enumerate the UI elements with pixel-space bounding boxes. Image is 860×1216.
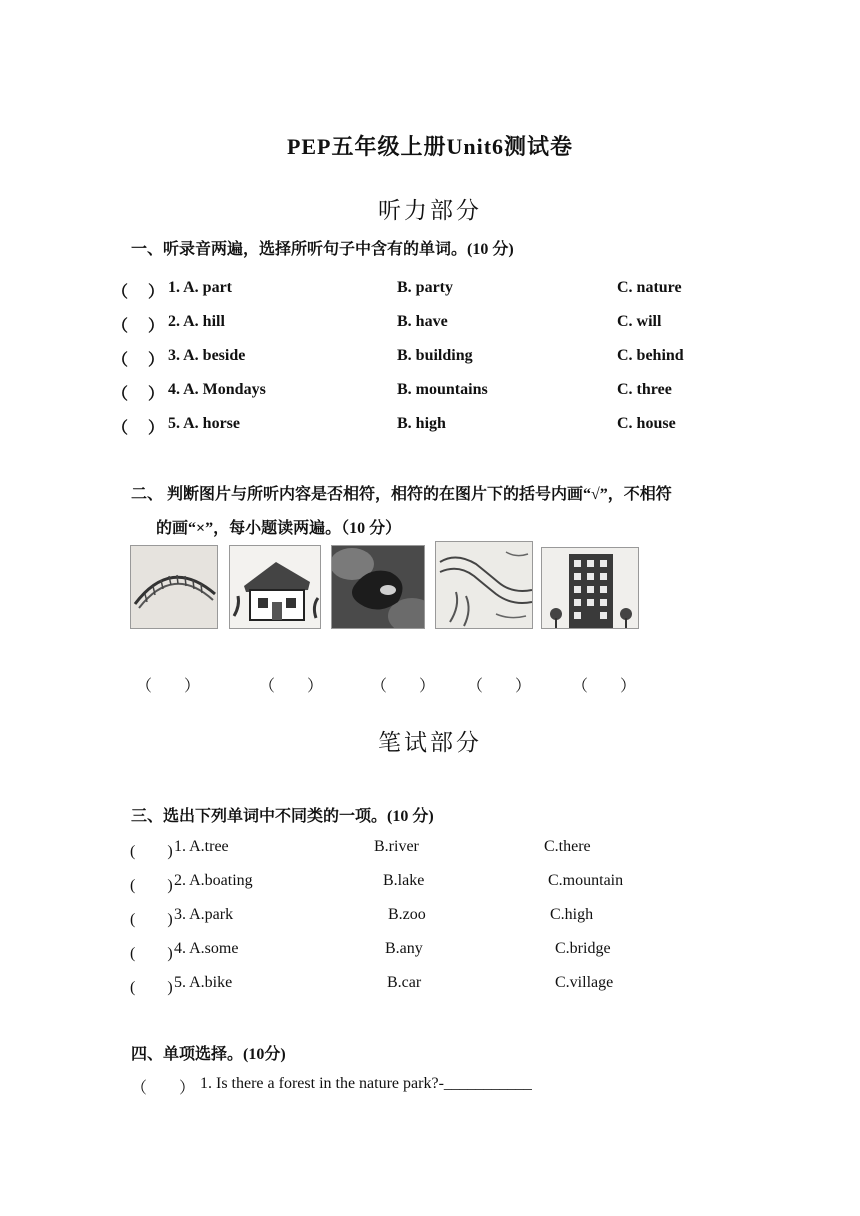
option-c: C.high: [550, 906, 594, 923]
bridge-sketch-image: [130, 545, 218, 629]
option-b: B.river: [374, 838, 419, 855]
option-c: C. behind: [617, 347, 684, 364]
picture-answer-paren[interactable]: （ ）: [259, 678, 324, 695]
picture-answer-paren[interactable]: （ ）: [371, 678, 436, 695]
option-a: 5. A. horse: [168, 415, 240, 432]
option-b: B. have: [397, 313, 448, 330]
answer-paren[interactable]: （ ）: [112, 318, 165, 335]
listening-section-header: 听力部分: [378, 198, 482, 223]
writing-section-header: 笔试部分: [378, 730, 482, 755]
answer-paren[interactable]: ( ): [130, 877, 173, 894]
option-c: C. nature: [617, 279, 682, 296]
option-c: C. three: [617, 381, 672, 398]
answer-paren[interactable]: ( ): [130, 945, 173, 962]
q3-heading: 三、选出下列单词中不同类的一项。(10 分): [131, 808, 434, 825]
option-b: B. mountains: [397, 381, 488, 398]
q2-heading-line1: 二、 判断图片与所听内容是否相符，相符的在图片下的括号内画“√”，不相符: [131, 486, 672, 503]
option-b: B.any: [385, 940, 423, 957]
option-a: 2. A.boating: [174, 872, 253, 889]
answer-paren[interactable]: （ ）: [131, 1080, 196, 1097]
option-b: B. party: [397, 279, 453, 296]
option-a: 5. A.bike: [174, 974, 233, 991]
river-map-image: [435, 541, 533, 629]
option-a: 3. A. beside: [168, 347, 246, 364]
picture-answer-paren[interactable]: （ ）: [136, 678, 201, 695]
option-a: 2. A. hill: [168, 313, 225, 330]
option-a: 3. A.park: [174, 906, 234, 923]
answer-paren[interactable]: （ ）: [112, 352, 165, 369]
answer-paren[interactable]: ( ): [130, 911, 173, 928]
answer-paren[interactable]: （ ）: [112, 386, 165, 403]
option-c: C. will: [617, 313, 662, 330]
option-c: C.there: [544, 838, 591, 855]
building-sketch-image: [541, 547, 639, 629]
picture-answer-paren[interactable]: （ ）: [572, 678, 637, 695]
option-c: C. house: [617, 415, 676, 432]
answer-paren[interactable]: （ ）: [112, 284, 165, 301]
page-title: PEP五年级上册Unit6测试卷: [286, 134, 574, 159]
option-b: B.zoo: [388, 906, 426, 923]
answer-paren[interactable]: ( ): [130, 843, 173, 860]
answer-paren[interactable]: （ ）: [112, 420, 165, 437]
q2-heading-line2: 的画“×”，每小题读两遍。（10 分）: [156, 520, 402, 537]
option-a: 4. A. Mondays: [168, 381, 266, 398]
picture-answer-paren[interactable]: （ ）: [467, 678, 532, 695]
option-c: C.village: [555, 974, 614, 991]
option-b: B. building: [397, 347, 473, 364]
q4-heading: 四、单项选择。(10分): [131, 1046, 286, 1063]
lake-photo-image: [331, 545, 425, 629]
option-b: B. high: [397, 415, 446, 432]
option-c: C.bridge: [555, 940, 611, 957]
question-text: 1. Is there a forest in the nature park?-___________: [200, 1075, 532, 1092]
option-a: 4. A.some: [174, 940, 239, 957]
answer-paren[interactable]: ( ): [130, 979, 173, 996]
house-sketch-image: [229, 545, 321, 629]
q1-heading: 一、听录音两遍，选择所听句子中含有的单词。(10 分): [131, 241, 514, 258]
option-b: B.lake: [383, 872, 425, 889]
option-a: 1. A.tree: [174, 838, 229, 855]
option-c: C.mountain: [548, 872, 624, 889]
option-a: 1. A. part: [168, 279, 232, 296]
option-b: B.car: [387, 974, 422, 991]
